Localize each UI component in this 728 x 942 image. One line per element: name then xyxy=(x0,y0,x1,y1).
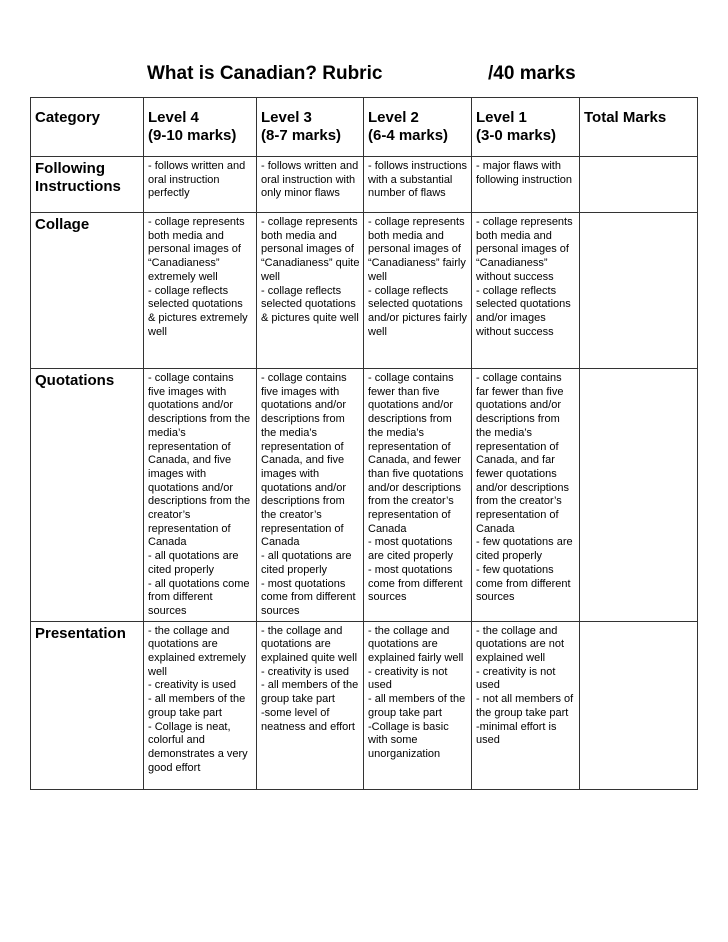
total-marks-cell[interactable] xyxy=(580,157,698,213)
criteria-cell: - collage represents both media and personal images of “Canadianess” quite well - collage reflects selected quotations & pictures quite well xyxy=(257,213,364,369)
header-level-4: Level 4 (9-10 marks) xyxy=(144,98,257,157)
criteria-cell: - collage contains five images with quotations and/or descriptions from the media’s representation of Canada, and five images with quotations and/or descriptions from the creator’s representation of Canada - all quotations are cited properly - most quotations come from different sources xyxy=(257,369,364,622)
category-collage: Collage xyxy=(31,213,144,369)
criteria-cell: - follows instructions with a substantial number of flaws xyxy=(364,157,472,213)
criteria-cell: - collage contains five images with quotations and/or descriptions from the media’s representation of Canada, and five images with quotations and/or descriptions from the creator’s representation of Canada - all quotations are cited properly - all quotations come from different sources xyxy=(144,369,257,622)
header-level-2: Level 2 (6-4 marks) xyxy=(364,98,472,157)
category-presentation: Presentation xyxy=(31,621,144,789)
total-marks-cell[interactable] xyxy=(580,621,698,789)
criteria-cell: - follows written and oral instruction with only minor flaws xyxy=(257,157,364,213)
criteria-cell: - the collage and quotations are explained extremely well - creativity is used - all members of the group take part - Collage is neat, colorful and demonstrates a very good effort xyxy=(144,621,257,789)
table-row xyxy=(31,621,698,789)
criteria-cell: - follows written and oral instruction perfectly xyxy=(144,157,257,213)
table-row xyxy=(31,213,698,369)
table-row xyxy=(31,157,698,213)
criteria-cell: - the collage and quotations are explained fairly well - creativity is not used - all members of the group take part -Collage is basic with some unorganization xyxy=(364,621,472,789)
criteria-cell: - collage contains far fewer than five quotations and/or descriptions from the media’s representation of Canada, and far fewer quotations and/or descriptions from the creator’s representation of Canada - few quotations are cited properly - few quotations come from different sources xyxy=(472,369,580,622)
total-marks-label: /40 marks xyxy=(488,63,576,84)
header-level-1: Level 1 (3-0 marks) xyxy=(472,98,580,157)
criteria-cell: - the collage and quotations are not explained well - creativity is not used - not all members of the group take part -minimal effort is used xyxy=(472,621,580,789)
rubric-table xyxy=(30,97,698,790)
header-category: Category xyxy=(31,98,144,157)
header-row xyxy=(31,98,698,157)
category-quotations: Quotations xyxy=(31,369,144,622)
category-following-instructions: Following Instructions xyxy=(31,157,144,213)
criteria-cell: - collage represents both media and personal images of “Canadianess” extremely well - collage reflects selected quotations & pictures extremely well xyxy=(144,213,257,369)
criteria-cell: - major flaws with following instruction xyxy=(472,157,580,213)
criteria-cell: - the collage and quotations are explained quite well - creativity is used - all members of the group take part -some level of neatness and effort xyxy=(257,621,364,789)
criteria-cell: - collage represents both media and personal images of “Canadianess” without success - collage reflects selected quotations and/or images without success xyxy=(472,213,580,369)
document-title: What is Canadian? Rubric xyxy=(147,63,383,84)
criteria-cell: - collage contains fewer than five quotations and/or descriptions from the media’s representation of Canada, and fewer than five quotations and/or descriptions from the creator’s representation of Canada - most quotations are cited properly - most quotations come from different sources xyxy=(364,369,472,622)
header-total-marks: Total Marks xyxy=(580,98,698,157)
table-row xyxy=(31,369,698,622)
document-title-row xyxy=(0,60,728,90)
criteria-cell: - collage represents both media and personal images of “Canadianess” fairly well - collage reflects selected quotations and/or pictures fairly well xyxy=(364,213,472,369)
total-marks-cell[interactable] xyxy=(580,213,698,369)
header-level-3: Level 3 (8-7 marks) xyxy=(257,98,364,157)
total-marks-cell[interactable] xyxy=(580,369,698,622)
